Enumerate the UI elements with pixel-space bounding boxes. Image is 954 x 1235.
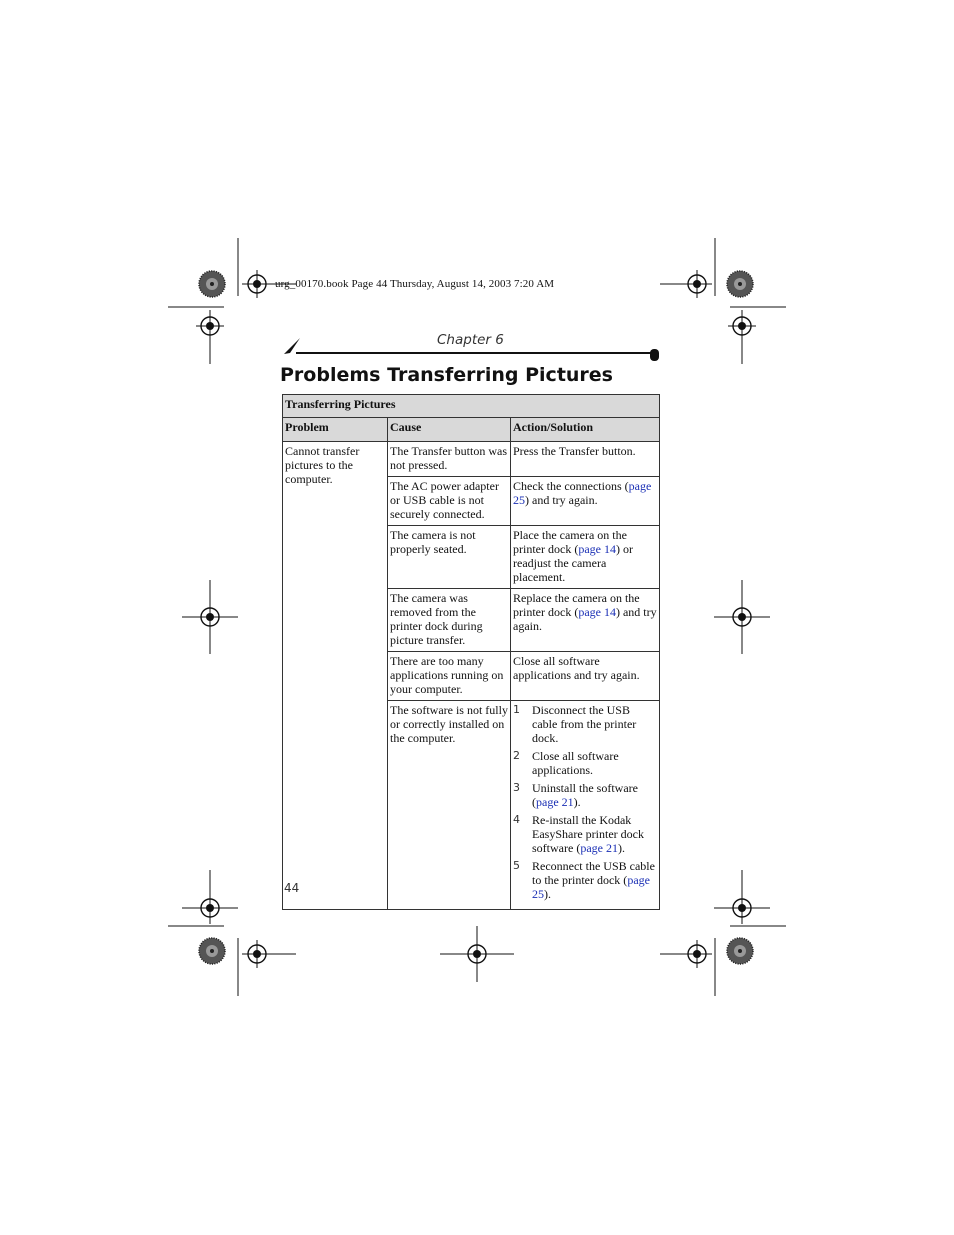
step-number: 2: [513, 749, 520, 762]
list-item: [513, 813, 657, 855]
action-cell: [511, 526, 660, 589]
chapter-rule: [296, 352, 651, 354]
step-text: ).: [544, 887, 551, 901]
column-header-action: Action/Solution: [511, 418, 660, 442]
action-text: ) and try again.: [525, 493, 598, 507]
page-link[interactable]: page 25: [513, 479, 652, 507]
action-text: Replace the camera on the printer dock (: [513, 591, 640, 619]
step-text: ).: [573, 795, 581, 809]
step-text: Uninstall the software (: [532, 781, 638, 809]
step-number: 5: [513, 859, 520, 872]
list-item: [513, 781, 657, 809]
step-text: Re-install the Kodak EasyShare printer dock software (: [532, 813, 644, 855]
step-text: ).: [617, 841, 625, 855]
page-link[interactable]: page 14: [578, 605, 616, 619]
step-text: Reconnect the USB cable to the printer dock (: [532, 859, 655, 887]
table-caption: Transferring Pictures: [283, 395, 660, 418]
cause-cell: The camera is not properly seated.: [388, 526, 511, 589]
section-title: Problems Transferring Pictures: [280, 364, 613, 386]
action-cell: [511, 701, 660, 910]
action-cell: Close all software applications and try again.: [511, 652, 660, 701]
list-item: [513, 749, 657, 777]
action-cell: [511, 589, 660, 652]
list-item: [513, 703, 657, 745]
cause-cell: The software is not fully or correctly installed on the computer.: [388, 701, 511, 910]
page-link[interactable]: page 21: [580, 841, 618, 855]
chapter-label: Chapter 6: [437, 332, 504, 348]
action-text: ) or readjust the camera placement.: [513, 542, 633, 584]
action-text: Check the connections (: [513, 479, 629, 493]
step-text: Close all software applications.: [532, 749, 619, 777]
page-link[interactable]: page 14: [578, 542, 616, 556]
action-cell: [511, 477, 660, 526]
step-number: 4: [513, 813, 520, 826]
action-text: Place the camera on the printer dock (: [513, 528, 627, 556]
cause-cell: The camera was removed from the printer dock during picture transfer.: [388, 589, 511, 652]
page-link[interactable]: page 25: [532, 873, 650, 901]
list-item: [513, 859, 657, 901]
table-row: [283, 442, 660, 477]
cause-cell: The AC power adapter or USB cable is not securely connected.: [388, 477, 511, 526]
problem-cell: Cannot transfer pictures to the computer.: [283, 442, 388, 910]
step-number: 3: [513, 781, 520, 794]
solution-steps-list: [513, 703, 657, 901]
book-info-line: urg_00170.book Page 44 Thursday, August 14, 2003 7:20 AM: [275, 278, 555, 290]
action-text: ) and try again.: [513, 605, 657, 633]
cause-cell: The Transfer button was not pressed.: [388, 442, 511, 477]
page-number: 44: [284, 881, 300, 895]
transferring-pictures-table: [282, 394, 660, 910]
table-caption-row: [283, 395, 660, 418]
action-cell: Press the Transfer button.: [511, 442, 660, 477]
chapter-rule-end: [650, 349, 659, 361]
table-header-row: [283, 418, 660, 442]
column-header-problem: Problem: [283, 418, 388, 442]
cause-cell: There are too many applications running on your computer.: [388, 652, 511, 701]
step-number: 1: [513, 703, 520, 716]
step-text: Disconnect the USB cable from the printer dock.: [532, 703, 637, 745]
column-header-cause: Cause: [388, 418, 511, 442]
page-link[interactable]: page 21: [536, 795, 574, 809]
